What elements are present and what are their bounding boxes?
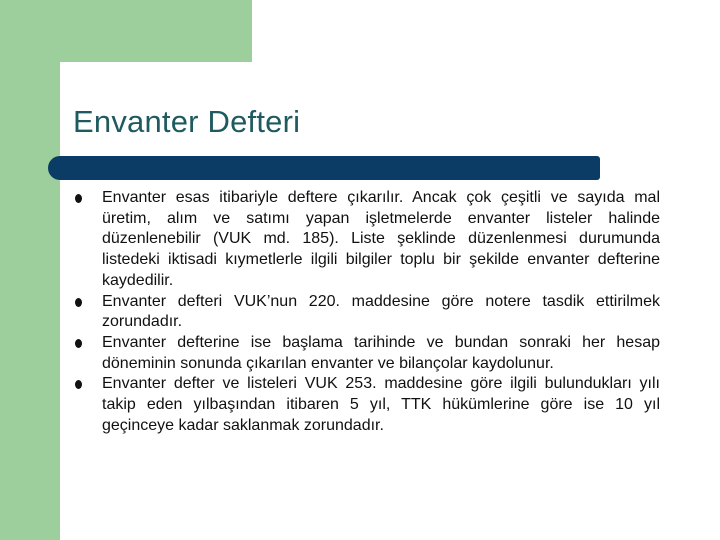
bullet-text: Envanter defteri VUK’nun 220. maddesine göre notere tasdik ettirilmek zorundadır.: [102, 292, 660, 331]
bullet-item: [74, 374, 660, 436]
bullet-item: [74, 292, 660, 333]
title-divider-bar: [60, 156, 600, 180]
bullet-item: [74, 333, 660, 374]
bullet-text: Envanter defter ve listeleri VUK 253. maddesine göre ilgili bulundukları yılı takip eden yılbaşından itibaren 5 yıl, TTK hükümlerine göre ise 10 yıl geçinceye kadar saklanmak zorundadır.: [102, 375, 660, 434]
bullet-list: [74, 188, 660, 436]
bullet-item: [74, 188, 660, 292]
bullet-dot-icon: [75, 380, 82, 389]
bullet-dot-icon: [75, 298, 82, 307]
decorative-green-left-strip: [0, 0, 60, 540]
bullet-text: Envanter defterine ise başlama tarihinde ve bundan sonraki her hesap döneminin sonunda çıkarılan envanter ve bilançolar kaydolunur.: [102, 333, 660, 372]
bullet-text: Envanter esas itibariyle deftere çıkarılır. Ancak çok çeşitli ve sayıda mal üretim, alım ve satımı yapan işletmelerde envanter listeler halinde düzenlenebilir (VUK md. 185). Liste şeklinde düzenlenmesi durumunda listedeki iktisadi kıymetlerle ilgili bilgiler toplu bir şekilde envanter defterine kaydedilir.: [102, 189, 660, 289]
bullet-dot-icon: [75, 339, 82, 348]
slide-title: Envanter Defteri: [73, 104, 301, 139]
bullet-dot-icon: [75, 194, 82, 203]
